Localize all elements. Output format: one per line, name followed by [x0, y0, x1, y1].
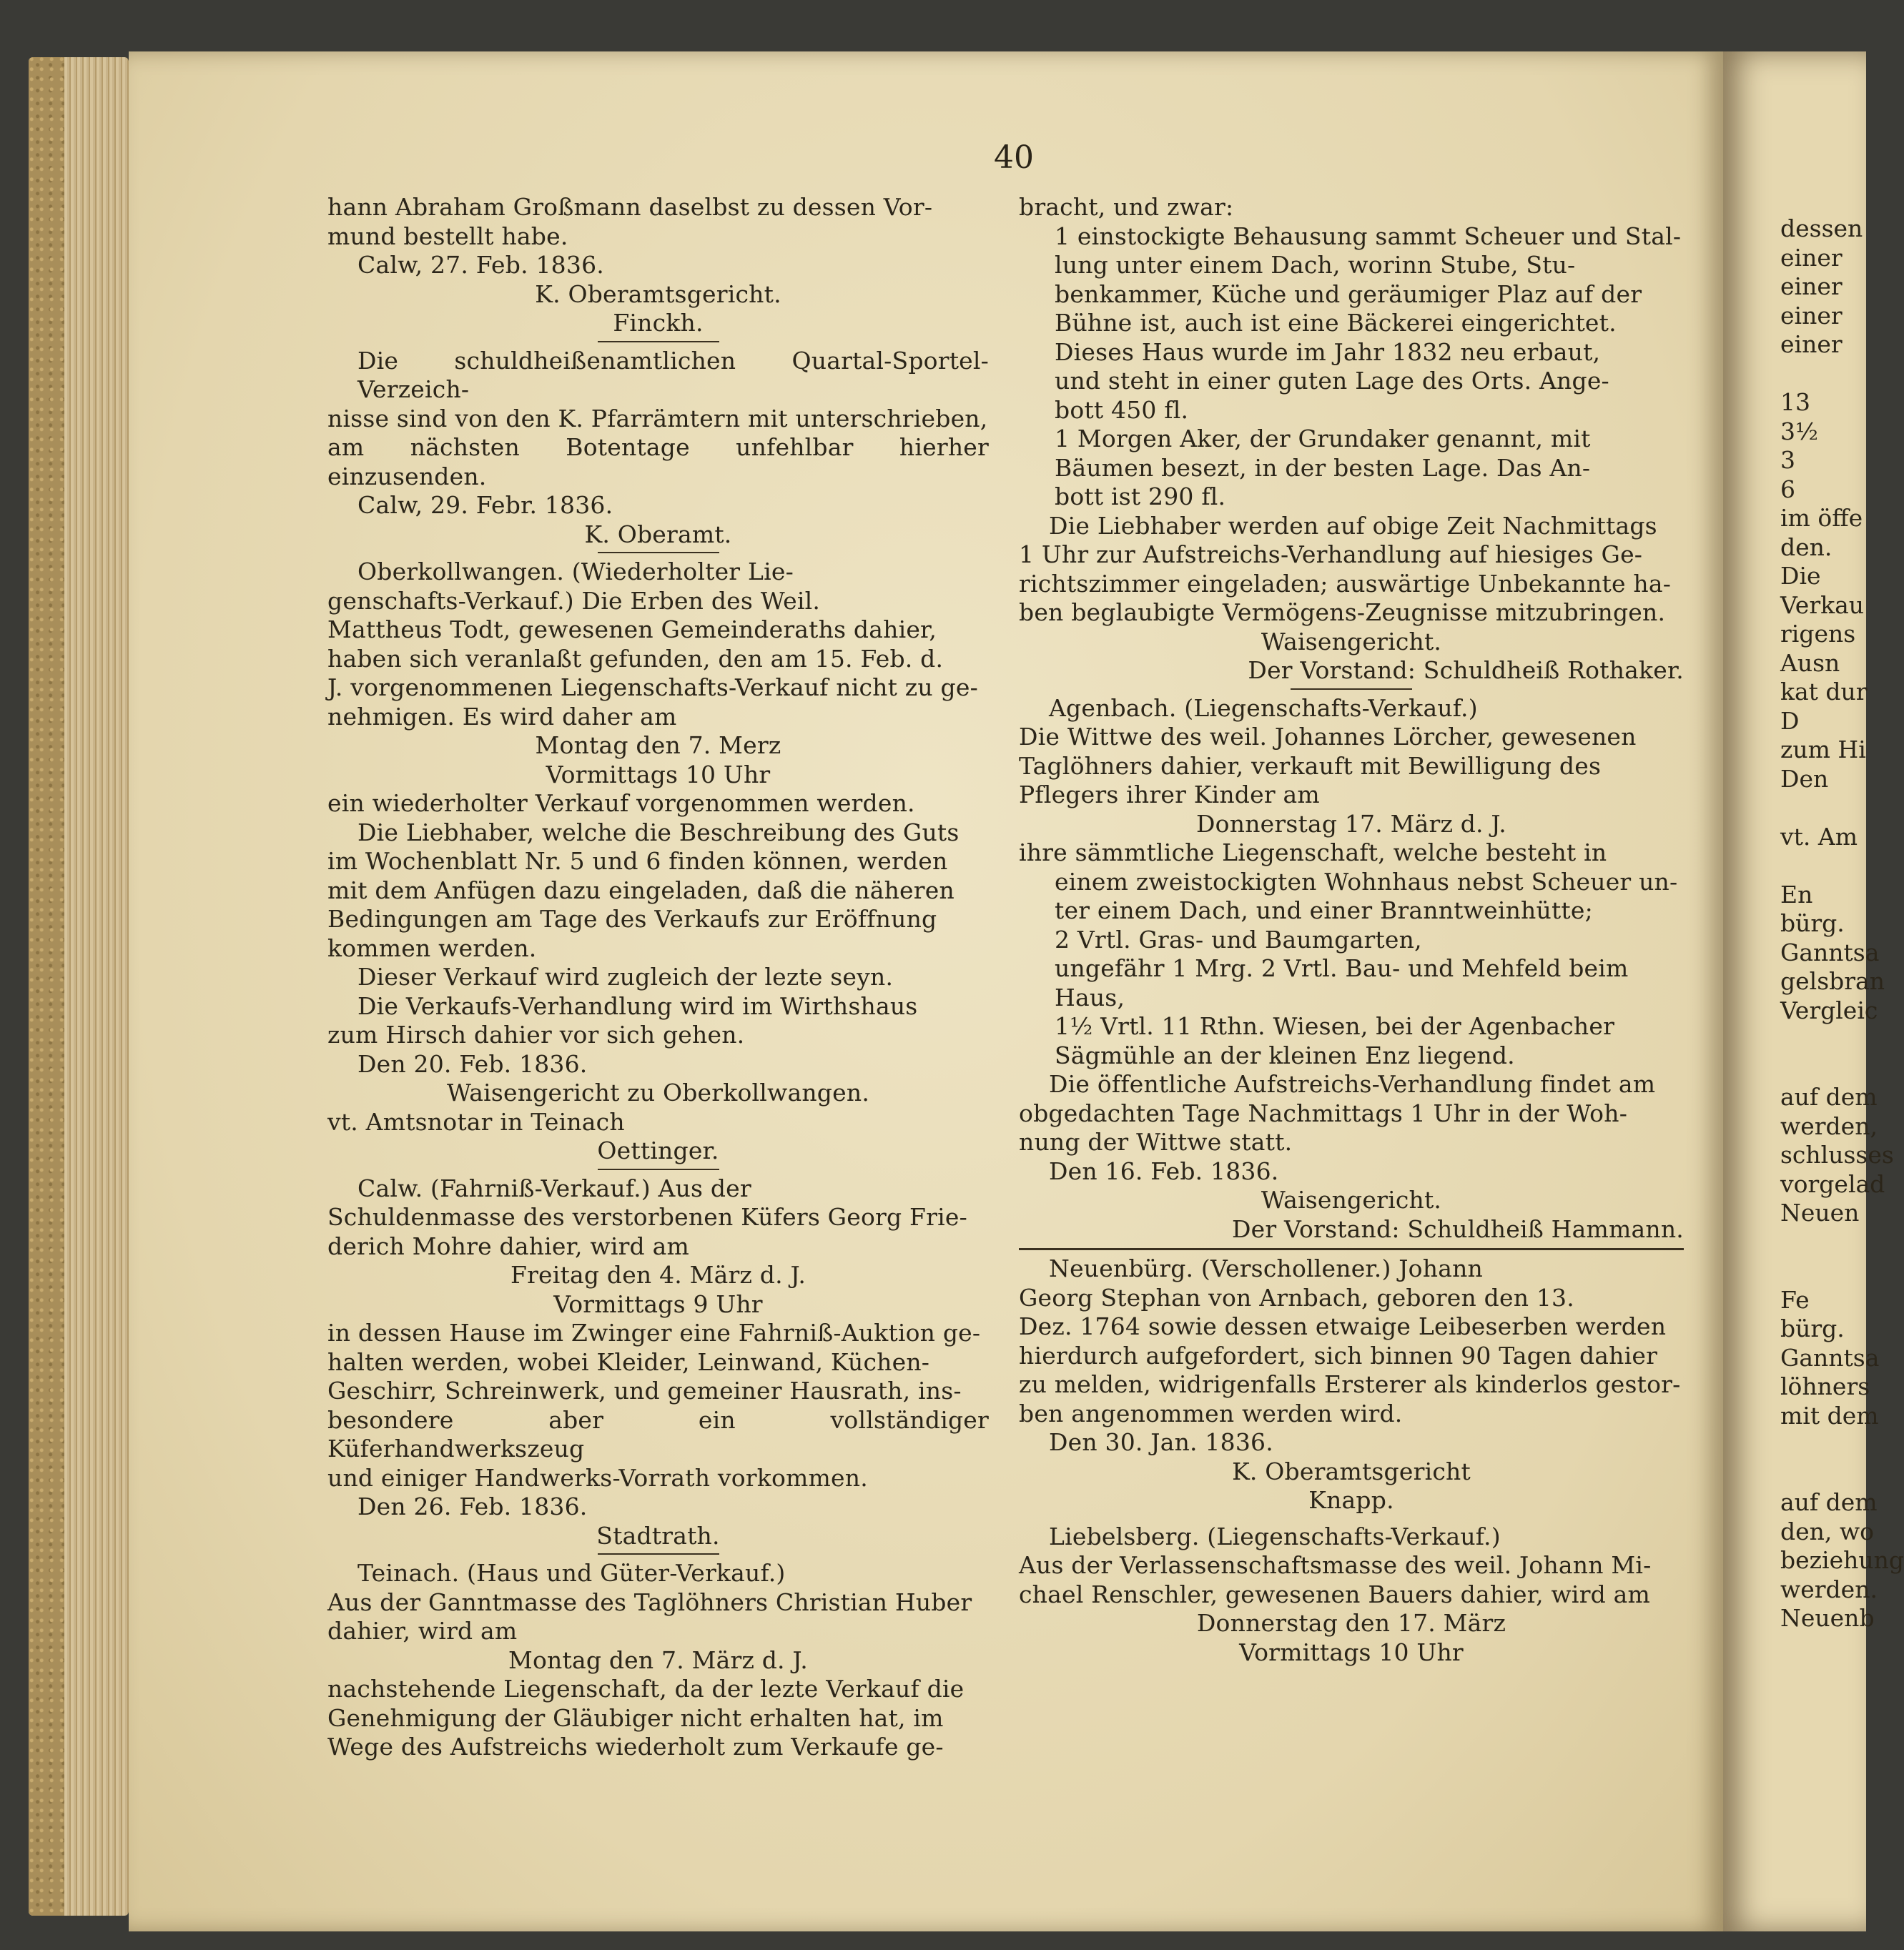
- edge-text-line: [1780, 1257, 1873, 1286]
- edge-text-line: Ganntsa: [1780, 938, 1880, 966]
- edge-text-line: Die: [1780, 562, 1821, 590]
- text-line: hierdurch aufgefordert, sich binnen 90 Tagen dahier: [1019, 1341, 1658, 1370]
- text-line: richtszimmer eingeladen; auswärtige Unbekannte ha-: [1019, 569, 1672, 598]
- text-line: kommen werden.: [327, 934, 537, 962]
- text-line: Den 16. Feb. 1836.: [1049, 1157, 1279, 1185]
- cover-edge: [29, 57, 64, 1916]
- edge-text-line: Vergleic: [1780, 996, 1878, 1024]
- text-line: Schuldenmasse des verstorbenen Küfers Georg Frie-: [327, 1203, 967, 1231]
- text-line: Pflegers ihrer Kinder am: [1019, 781, 1320, 808]
- text-line: zum Hirsch dahier vor sich gehen.: [327, 1021, 745, 1049]
- divider-rule: [598, 1169, 719, 1170]
- text-line: Calw, 27. Feb. 1836.: [357, 251, 604, 279]
- edge-text-column: [1780, 214, 1904, 1633]
- edge-text-line: Fe: [1780, 1285, 1810, 1314]
- left-text-column: [327, 193, 989, 1762]
- edge-text-line: 6: [1780, 475, 1795, 503]
- edge-text-line: 3½: [1780, 417, 1818, 445]
- edge-text-line: dessen: [1780, 214, 1863, 242]
- text-line: Dieses Haus wurde im Jahr 1832 neu erbaut,: [1055, 337, 1601, 366]
- edge-text-line: vorgelad: [1780, 1169, 1885, 1198]
- edge-text-line: auf dem: [1780, 1083, 1878, 1111]
- text-line: Stadtrath.: [596, 1521, 720, 1550]
- text-line: Waisengericht.: [1261, 1186, 1442, 1214]
- text-line: ter einem Dach, und einer Branntweinhütte;: [1055, 896, 1593, 924]
- text-line: einem zweistockigten Wohnhaus nebst Scheuer un-: [1055, 867, 1678, 896]
- edge-text-line: 13: [1780, 388, 1810, 416]
- text-line: Donnerstag den 17. März: [1196, 1609, 1506, 1637]
- text-line: Vormittags 9 Uhr: [553, 1290, 763, 1318]
- edge-text-line: bürg.: [1780, 1315, 1845, 1342]
- text-line: im Wochenblatt Nr. 5 und 6 finden können, werden: [327, 847, 948, 875]
- text-line: Montag den 7. März d. J.: [508, 1645, 808, 1674]
- text-line: in dessen Hause im Zwinger eine Fahrniß-Auktion ge-: [327, 1319, 981, 1347]
- text-line: Wege des Aufstreichs wiederholt zum Verkaufe ge-: [327, 1733, 944, 1761]
- text-line: Aus der Ganntmasse des Taglöhners Christian Huber: [327, 1588, 972, 1616]
- divider-rule: [598, 341, 719, 342]
- text-line: Bühne ist, auch ist eine Bäckerei eingerichtet.: [1055, 309, 1617, 337]
- text-line: Knapp.: [1308, 1486, 1394, 1514]
- divider-rule: [598, 552, 719, 553]
- text-line: bracht, und zwar:: [1019, 193, 1234, 221]
- text-line: Calw. (Fahrniß-Verkauf.) Aus der: [357, 1174, 751, 1202]
- text-line: und einiger Handwerks-Vorrath vorkommen.: [327, 1463, 868, 1492]
- text-line: bott ist 290 fl.: [1055, 482, 1226, 510]
- text-line: K. Oberamtsgericht.: [535, 279, 781, 308]
- edge-text-line: [1780, 1430, 1873, 1460]
- edge-text-line: schlusses: [1780, 1141, 1894, 1169]
- text-line: Dieser Verkauf wird zugleich der lezte seyn.: [357, 963, 894, 991]
- text-line: Der Vorstand: Schuldheiß Hammann.: [1231, 1214, 1684, 1243]
- text-line: Georg Stephan von Arnbach, geboren den 13.: [1019, 1283, 1574, 1312]
- text-line: besondere aber ein vollständiger Küferhandwerkszeug: [327, 1405, 989, 1462]
- text-line: Sägmühle an der kleinen Enz liegend.: [1055, 1041, 1515, 1069]
- text-line: J. vorgenommenen Liegenschafts-Verkauf nicht zu ge-: [327, 673, 978, 701]
- right-text-column: [1019, 193, 1684, 1667]
- text-line: ungefähr 1 Mrg. 2 Vrtl. Bau- und Mehfeld beim: [1055, 954, 1629, 982]
- text-line: mund bestellt habe.: [327, 222, 568, 250]
- text-line: 2 Vrtl. Gras- und Baumgarten,: [1055, 925, 1422, 954]
- edge-text-line: En: [1780, 880, 1813, 909]
- text-line: ben beglaubigte Vermögens-Zeugnisse mitzubringen.: [1019, 598, 1666, 626]
- text-line: Die Verkaufs-Verhandlung wird im Wirthshaus: [357, 991, 918, 1020]
- edge-text-line: [1780, 1228, 1873, 1257]
- text-line: mit dem Anfügen dazu eingeladen, daß die näheren: [327, 876, 955, 904]
- text-line: Taglöhners dahier, verkauft mit Bewilligung des: [1019, 751, 1602, 780]
- edge-text-line: [1780, 1054, 1873, 1084]
- edge-text-line: D: [1780, 706, 1800, 735]
- text-line: 1 einstockigte Behausung sammt Scheuer und Stal-: [1055, 222, 1682, 250]
- text-line: Die öffentliche Aufstreichs-Verhandlung findet am: [1049, 1070, 1656, 1098]
- text-line: am nächsten Botentage unfehlbar hierher einzusenden.: [327, 433, 989, 490]
- text-line: Haus,: [1055, 983, 1125, 1011]
- text-line: nisse sind von den K. Pfarrämtern mit unterschrieben,: [327, 404, 988, 432]
- edge-text-line: einer: [1780, 301, 1843, 330]
- text-line: Oettinger.: [597, 1137, 719, 1164]
- edge-text-line: [1780, 1460, 1873, 1489]
- text-line: nung der Wittwe statt.: [1019, 1128, 1293, 1156]
- text-line: 1 Uhr zur Aufstreichs-Verhandlung auf hiesiges Ge-: [1019, 540, 1643, 568]
- text-line: Die Liebhaber, welche die Beschreibung des Guts: [357, 818, 960, 846]
- text-line: halten werden, wobei Kleider, Leinwand, Küchen-: [327, 1347, 930, 1376]
- edge-text-line: beziehung: [1780, 1546, 1904, 1574]
- text-line: Finckh.: [613, 309, 704, 337]
- text-line: 1½ Vrtl. 11 Rthn. Wiesen, bei der Agenbacher: [1055, 1012, 1615, 1040]
- text-line: lung unter einem Dach, worinn Stube, Stu-: [1055, 251, 1576, 279]
- edge-text-line: [1780, 360, 1873, 389]
- edge-text-line: kat dur: [1780, 678, 1868, 706]
- edge-text-line: 3: [1780, 446, 1795, 474]
- text-line: ben angenommen werden wird.: [1019, 1399, 1403, 1427]
- edge-text-line: [1780, 851, 1873, 881]
- text-line: nehmigen. Es wird daher am: [327, 702, 677, 731]
- edge-text-line: den.: [1780, 533, 1833, 561]
- edge-text-line: [1780, 1025, 1873, 1054]
- text-line: Geschirr, Schreinwerk, und gemeiner Hausrath, ins-: [327, 1377, 962, 1405]
- text-line: Agenbach. (Liegenschafts-Verkauf.): [1049, 693, 1478, 722]
- edge-text-line: löhners: [1780, 1372, 1870, 1400]
- text-line: Waisengericht.: [1261, 627, 1442, 655]
- text-line: Donnerstag 17. März d. J.: [1196, 809, 1506, 838]
- edge-text-line: Ganntsa: [1780, 1343, 1880, 1372]
- text-line: Die Wittwe des weil. Johannes Lörcher, gewesenen: [1019, 723, 1637, 751]
- text-line: Vormittags 10 Uhr: [1239, 1638, 1464, 1666]
- text-line: ein wiederholter Verkauf vorgenommen werden.: [327, 789, 915, 817]
- text-line: Bedingungen am Tage des Verkaufs zur Eröffnung: [327, 905, 937, 933]
- text-line: Die Liebhaber werden auf obige Zeit Nachmittags: [1049, 511, 1657, 540]
- text-line: dahier, wird am: [327, 1617, 518, 1645]
- edge-text-line: gelsbran: [1780, 967, 1885, 995]
- text-line: K. Oberamt.: [584, 520, 732, 548]
- text-line: haben sich veranlaßt gefunden, den am 15. Feb. d.: [327, 644, 944, 673]
- page-number: 40: [994, 139, 1034, 176]
- text-line: Der Vorstand: Schuldheiß Rothaker.: [1248, 656, 1684, 684]
- text-line: Mattheus Todt, gewesenen Gemeinderaths dahier,: [327, 615, 937, 643]
- text-line: nachstehende Liegenschaft, da der lezte Verkauf die: [327, 1675, 965, 1703]
- text-line: vt. Amtsnotar in Teinach: [327, 1107, 625, 1136]
- text-line: Dez. 1764 sowie dessen etwaige Leibeserben werden: [1019, 1312, 1667, 1340]
- edge-text-line: einer: [1780, 272, 1843, 300]
- text-line: Den 30. Jan. 1836.: [1049, 1428, 1273, 1456]
- text-line: Calw, 29. Febr. 1836.: [357, 491, 613, 519]
- text-line: Oberkollwangen. (Wiederholter Lie-: [357, 558, 794, 585]
- edge-text-line: mit dem: [1780, 1401, 1879, 1430]
- edge-text-line: zum Hi: [1780, 736, 1866, 763]
- edge-text-line: bürg.: [1780, 909, 1845, 937]
- edge-text-line: [1780, 793, 1873, 823]
- edge-text-line: einer: [1780, 243, 1843, 272]
- text-line: bott 450 fl.: [1055, 395, 1189, 424]
- edge-text-line: Neuen: [1780, 1199, 1860, 1227]
- spacer: [1019, 1515, 1684, 1523]
- edge-text-line: den, wo: [1780, 1517, 1875, 1545]
- text-line: Vormittags 10 Uhr: [546, 760, 771, 788]
- edge-text-line: Verkau: [1780, 590, 1865, 619]
- edge-text-line: im öffe: [1780, 504, 1863, 532]
- text-line: benkammer, Küche und geräumiger Plaz auf der: [1055, 279, 1642, 308]
- text-line: Genehmigung der Gläubiger nicht erhalten hat, im: [327, 1703, 944, 1732]
- text-line: chael Renschler, gewesenen Bauers dahier, wird am: [1019, 1580, 1651, 1608]
- text-line: Neuenbürg. (Verschollener.) Johann: [1049, 1254, 1483, 1282]
- text-line: Die schuldheißenamtlichen Quartal-Sportel-Verzeich-: [357, 346, 989, 403]
- text-line: Den 20. Feb. 1836.: [357, 1049, 588, 1078]
- text-line: Waisengericht zu Oberkollwangen.: [446, 1079, 870, 1107]
- text-line: Den 26. Feb. 1836.: [357, 1493, 588, 1520]
- divider-rule: [598, 1553, 719, 1555]
- text-line: derich Mohre dahier, wird am: [327, 1232, 689, 1260]
- text-line: Freitag den 4. März d. J.: [510, 1261, 807, 1289]
- text-line: genschafts-Verkauf.) Die Erben des Weil.: [327, 586, 821, 615]
- text-line: zu melden, widrigenfalls Ersterer als kinderlos gestor-: [1019, 1370, 1681, 1398]
- edge-text-line: Ausn: [1780, 648, 1840, 677]
- divider-rule: [1019, 1248, 1684, 1250]
- edge-text-line: Den: [1780, 764, 1829, 793]
- divider-rule: [1291, 688, 1412, 690]
- edge-text-line: auf dem: [1780, 1488, 1878, 1516]
- edge-text-line: werden.: [1780, 1575, 1878, 1603]
- edge-text-line: rigens: [1780, 620, 1856, 648]
- edge-text-line: werden,: [1780, 1112, 1878, 1140]
- edge-text-line: einer: [1780, 330, 1843, 358]
- text-line: Bäumen besezt, in der besten Lage. Das An-: [1055, 453, 1591, 482]
- text-line: ihre sämmtliche Liegenschaft, welche besteht in: [1019, 838, 1607, 866]
- text-line: Aus der Verlassenschaftsmasse des weil. Johann Mi-: [1019, 1551, 1652, 1579]
- text-line: Teinach. (Haus und Güter-Verkauf.): [357, 1559, 786, 1587]
- text-line: obgedachten Tage Nachmittags 1 Uhr in der Woh-: [1019, 1099, 1628, 1127]
- text-line: hann Abraham Großmann daselbst zu dessen Vor-: [327, 193, 933, 221]
- text-line: Montag den 7. Merz: [535, 731, 781, 759]
- text-line: K. Oberamtsgericht: [1232, 1457, 1471, 1485]
- text-line: und steht in einer guten Lage des Orts. Ange-: [1055, 367, 1609, 395]
- edge-text-line: Neuenb: [1780, 1604, 1875, 1632]
- text-line: Liebelsberg. (Liegenschafts-Verkauf.): [1049, 1522, 1501, 1550]
- text-line: 1 Morgen Aker, der Grundaker genannt, mit: [1055, 425, 1591, 452]
- edge-text-line: vt. Am: [1780, 822, 1858, 851]
